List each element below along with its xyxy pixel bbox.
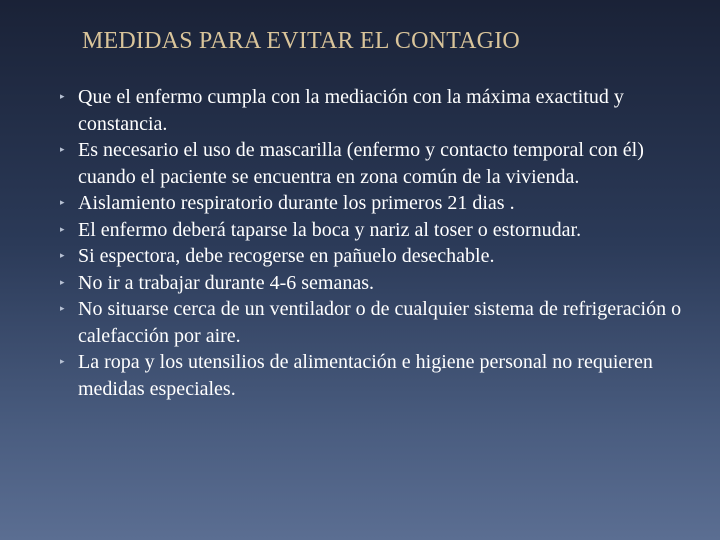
bullet-icon: ▸ [60, 251, 65, 261]
list-item-text: El enfermo deberá taparse la boca y nariz al toser o estornudar. [78, 218, 582, 241]
list-item [60, 243, 700, 270]
list-item-text: Que el enfermo cumpla con la mediación con la máxima exactitud y constancia. [78, 86, 624, 135]
list-item-text: No situarse cerca de un ventilador o de cualquier sistema de refrigeración o calefacción por aire. [78, 298, 682, 347]
list-item [60, 190, 700, 217]
list-item [60, 296, 700, 349]
bullet-icon: ▸ [60, 198, 65, 208]
slide-title: MEDIDAS PARA EVITAR EL CONTAGIO [82, 28, 520, 54]
list-item [60, 84, 700, 137]
bullet-icon: ▸ [60, 357, 65, 367]
list-item [60, 270, 700, 297]
list-item-text: Es necesario el uso de mascarilla (enfermo y contacto temporal con él) cuando el paciente se encuentra en zona común de la vivienda. [78, 139, 644, 188]
list-item-text: Aislamiento respiratorio durante los primeros 21 dias . [78, 192, 515, 214]
bullet-icon: ▸ [60, 92, 65, 102]
bullet-icon: ▸ [60, 145, 65, 155]
bullet-icon: ▸ [60, 277, 65, 288]
list-item-text: No ir a trabajar durante 4-6 semanas. [78, 271, 374, 294]
bullet-icon: ▸ [60, 224, 65, 235]
list-item-text: La ropa y los utensilios de alimentación e higiene personal no requieren medidas especiales. [78, 351, 653, 400]
bullet-list [60, 84, 700, 402]
list-item [60, 137, 700, 190]
list-item [60, 217, 700, 244]
bullet-icon: ▸ [60, 304, 65, 314]
list-item [60, 349, 700, 402]
list-item-text: Si espectora, debe recogerse en pañuelo desechable. [78, 245, 495, 267]
